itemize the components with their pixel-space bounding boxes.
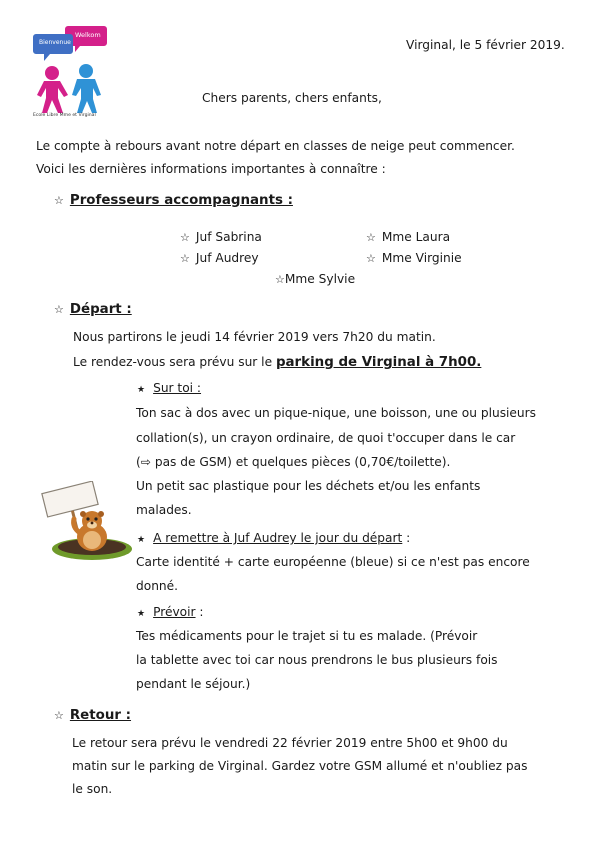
depart-title: Départ : bbox=[69, 302, 132, 317]
sur-toi-title: Sur toi : bbox=[153, 381, 202, 395]
star-filled-icon: ★ bbox=[137, 609, 146, 619]
logo-bubble-left-text: Bienvenue bbox=[39, 39, 71, 46]
remettre-heading bbox=[137, 531, 410, 545]
star-outline-icon: ☆ bbox=[180, 231, 190, 244]
star-outline-icon: ☆ bbox=[180, 252, 190, 265]
intro-line-1: Le compte à rebours avant notre départ en classes de neige peut commencer. bbox=[36, 139, 515, 153]
prevoir-line: pendant le séjour.) bbox=[136, 677, 251, 691]
star-outline-icon: ☆ bbox=[275, 273, 285, 286]
star-filled-icon: ★ bbox=[137, 535, 146, 545]
prevoir-line: Tes médicaments pour le trajet si tu es malade. (Prévoir bbox=[136, 629, 478, 643]
retour-line: Le retour sera prévu le vendredi 22 février 2019 entre 5h00 et 9h00 du bbox=[72, 736, 508, 750]
sur-toi-line: (⇨ pas de GSM) et quelques pièces (0,70€/toilette). bbox=[136, 455, 451, 469]
teachers-heading bbox=[54, 193, 293, 208]
teacher-name-text: Juf Sabrina bbox=[195, 230, 262, 244]
star-outline-icon: ☆ bbox=[54, 303, 64, 316]
retour-heading bbox=[54, 708, 131, 723]
star-outline-icon: ☆ bbox=[54, 709, 64, 722]
sur-toi-heading bbox=[137, 381, 201, 395]
star-outline-icon: ☆ bbox=[54, 194, 64, 207]
teacher-name bbox=[366, 251, 462, 265]
prevoir-heading bbox=[137, 605, 204, 619]
prevoir-title: Prévoir bbox=[153, 605, 196, 619]
depart-line-2 bbox=[73, 355, 481, 370]
sur-toi-line: Un petit sac plastique pour les déchets et/ou les enfants bbox=[136, 479, 481, 493]
teacher-name-text: Juf Audrey bbox=[195, 251, 259, 265]
marmot-holding-sign-icon bbox=[40, 481, 136, 561]
prevoir-colon: : bbox=[195, 605, 204, 619]
depart-line-1: Nous partirons le jeudi 14 février 2019 vers 7h20 du matin. bbox=[73, 330, 436, 344]
depart-heading bbox=[54, 302, 132, 317]
remettre-colon: : bbox=[402, 531, 411, 545]
teachers-title: Professeurs accompagnants : bbox=[69, 193, 293, 208]
marmot-illustration bbox=[40, 481, 136, 561]
retour-line: matin sur le parking de Virginal. Gardez votre GSM allumé et n'oubliez pas bbox=[72, 759, 528, 773]
star-filled-icon: ★ bbox=[137, 385, 146, 395]
sur-toi-line: Ton sac à dos avec un pique-nique, une boisson, une ou plusieurs bbox=[136, 406, 537, 420]
prevoir-line: la tablette avec toi car nous prendrons le bus plusieurs fois bbox=[136, 653, 498, 667]
remettre-line: Carte identité + carte européenne (bleue) si ce n'est pas encore bbox=[136, 555, 530, 569]
logo-school-name: Ecole Libre Mme et Virginal bbox=[33, 113, 96, 118]
remettre-title: A remettre à Juf Audrey le jour du départ bbox=[153, 531, 403, 545]
school-logo bbox=[30, 22, 112, 122]
sur-toi-line: collation(s), un crayon ordinaire, de quoi t'occuper dans le car bbox=[136, 431, 516, 445]
intro-line-2: Voici les dernières informations importantes à connaître : bbox=[36, 162, 386, 176]
star-outline-icon: ☆ bbox=[366, 252, 376, 265]
retour-line: le son. bbox=[72, 782, 113, 796]
meeting-point: parking de Virginal à 7h00. bbox=[275, 355, 482, 370]
teacher-name bbox=[180, 230, 262, 244]
depart-line-2-text: Le rendez-vous sera prévu sur le bbox=[73, 355, 276, 369]
date-line: Virginal, le 5 février 2019. bbox=[406, 38, 565, 52]
logo-bubble-right-text: Welkom bbox=[75, 31, 101, 39]
sur-toi-line: malades. bbox=[136, 503, 192, 517]
teacher-name bbox=[180, 251, 259, 265]
teacher-name-text: Mme Virginie bbox=[381, 251, 462, 265]
teacher-name bbox=[275, 272, 355, 286]
remettre-line: donné. bbox=[136, 579, 179, 593]
teacher-name-text: Mme Laura bbox=[381, 230, 451, 244]
teacher-name bbox=[366, 230, 450, 244]
teacher-name-text: Mme Sylvie bbox=[284, 272, 356, 286]
retour-title: Retour : bbox=[69, 708, 132, 723]
greeting: Chers parents, chers enfants, bbox=[202, 91, 382, 105]
star-outline-icon: ☆ bbox=[366, 231, 376, 244]
